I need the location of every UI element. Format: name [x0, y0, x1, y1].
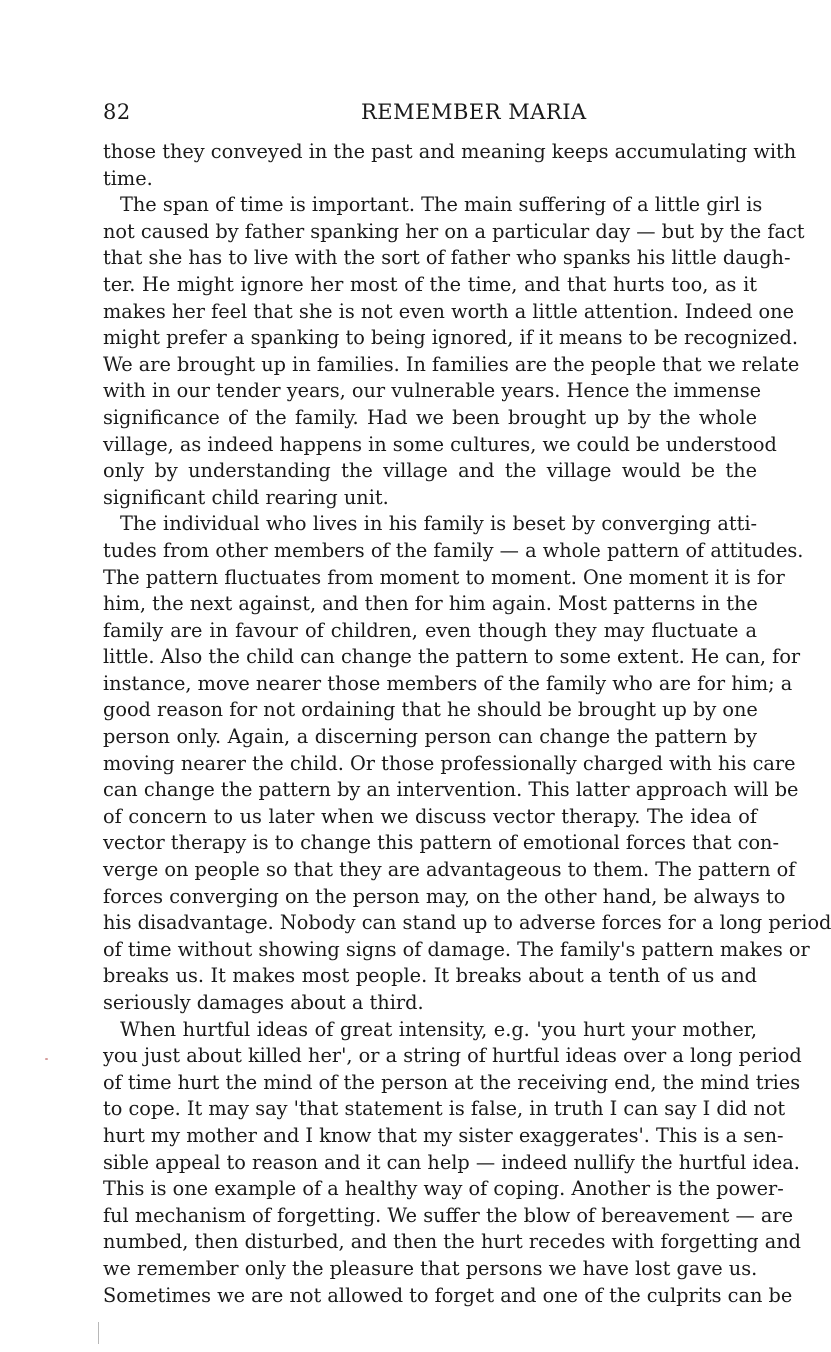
text-line: of time without showing signs of damage. The family's pattern makes or [103, 937, 810, 961]
page-number: 82 [103, 100, 131, 124]
text-line: that she has to live with the sort of father who spanks his little daugh- [103, 246, 791, 270]
text-line: moving nearer the child. Or those professionally charged with his care [103, 751, 796, 775]
text-line: only by understanding the village and the village would be the [103, 459, 757, 483]
text-line: Sometimes we are not allowed to forget and one of the culprits can be [103, 1283, 793, 1307]
text-line: those they conveyed in the past and meaning keeps accumulating with [103, 140, 797, 163]
text-line: you just about killed her', or a string of hurtful ideas over a long period [103, 1044, 802, 1068]
text-line: vector therapy is to change this pattern of emotional forces that con- [103, 831, 779, 855]
page-header [103, 100, 757, 128]
text-line: tudes from other members of the family — a whole pattern of attitudes. [103, 538, 804, 562]
text-line: This is one example of a healthy way of coping. Another is the power- [103, 1177, 784, 1201]
text-line: hurt my mother and I know that my sister exaggerates'. This is a sen- [103, 1123, 784, 1147]
text-line: family are in favour of children, even though they may fluctuate a [103, 618, 757, 642]
text-line: significant child rearing unit. [103, 485, 389, 509]
text-line: his disadvantage. Nobody can stand up to adverse forces for a long period [103, 911, 831, 935]
text-line: him, the next against, and then for him again. Most patterns in the [103, 592, 758, 616]
text-line: makes her feel that she is not even worth a little attention. Indeed one [103, 299, 794, 323]
text-line: to cope. It may say 'that statement is false, in truth I can say I did not [103, 1097, 786, 1121]
text-line: good reason for not ordaining that he should be brought up by one [103, 698, 758, 722]
text-line: with in our tender years, our vulnerable years. Hence the immense [103, 379, 762, 403]
text-line: we remember only the pleasure that persons we have lost gave us. [103, 1256, 758, 1280]
text-line: can change the pattern by an intervention. This latter approach will be [103, 778, 799, 802]
text-line: The pattern fluctuates from moment to moment. One moment it is for [103, 565, 785, 589]
text-line: time. [103, 166, 153, 190]
text-line: forces converging on the person may, on the other hand, be always to [103, 884, 786, 908]
text-line: breaks us. It makes most people. It breaks about a tenth of us and [103, 964, 757, 988]
text-line: seriously damages about a third. [103, 991, 424, 1014]
text-line: sible appeal to reason and it can help — indeed nullify the hurtful idea. [103, 1150, 800, 1174]
text-line: When hurtful ideas of great intensity, e.g. 'you hurt your mother, [120, 1017, 757, 1041]
paper-speck [45, 1058, 48, 1060]
margin-mark [98, 1322, 99, 1344]
text-line: of time hurt the mind of the person at the receiving end, the mind tries [103, 1070, 801, 1094]
text-line: verge on people so that they are advantageous to them. The pattern of [103, 858, 796, 882]
text-line: The span of time is important. The main suffering of a little girl is [120, 193, 763, 217]
body-text [103, 139, 831, 1309]
text-line: We are brought up in families. In families are the people that we relate [103, 352, 800, 376]
text-line: The individual who lives in his family is beset by converging atti- [120, 512, 757, 536]
text-line: instance, move nearer those members of the family who are for him; a [103, 671, 793, 695]
text-line: numbed, then disturbed, and then the hurt recedes with forgetting and [103, 1230, 801, 1254]
text-line: significance of the family. Had we been brought up by the whole [103, 405, 757, 429]
text-line: not caused by father spanking her on a particular day — but by the fact [103, 219, 805, 243]
text-line: person only. Again, a discerning person can change the pattern by [103, 725, 757, 749]
text-line: ful mechanism of forgetting. We suffer the blow of bereavement — are [103, 1203, 794, 1227]
text-line: ter. He might ignore her most of the time, and that hurts too, as it [103, 272, 757, 296]
text-line: of concern to us later when we discuss vector therapy. The idea of [103, 804, 757, 828]
text-line: little. Also the child can change the pattern to some extent. He can, for [103, 645, 801, 669]
text-line: might prefer a spanking to being ignored, if it means to be recognized. [103, 326, 799, 350]
running-title: REMEMBER MARIA [361, 100, 587, 124]
text-line: village, as indeed happens in some cultures, we could be understood [103, 432, 777, 456]
